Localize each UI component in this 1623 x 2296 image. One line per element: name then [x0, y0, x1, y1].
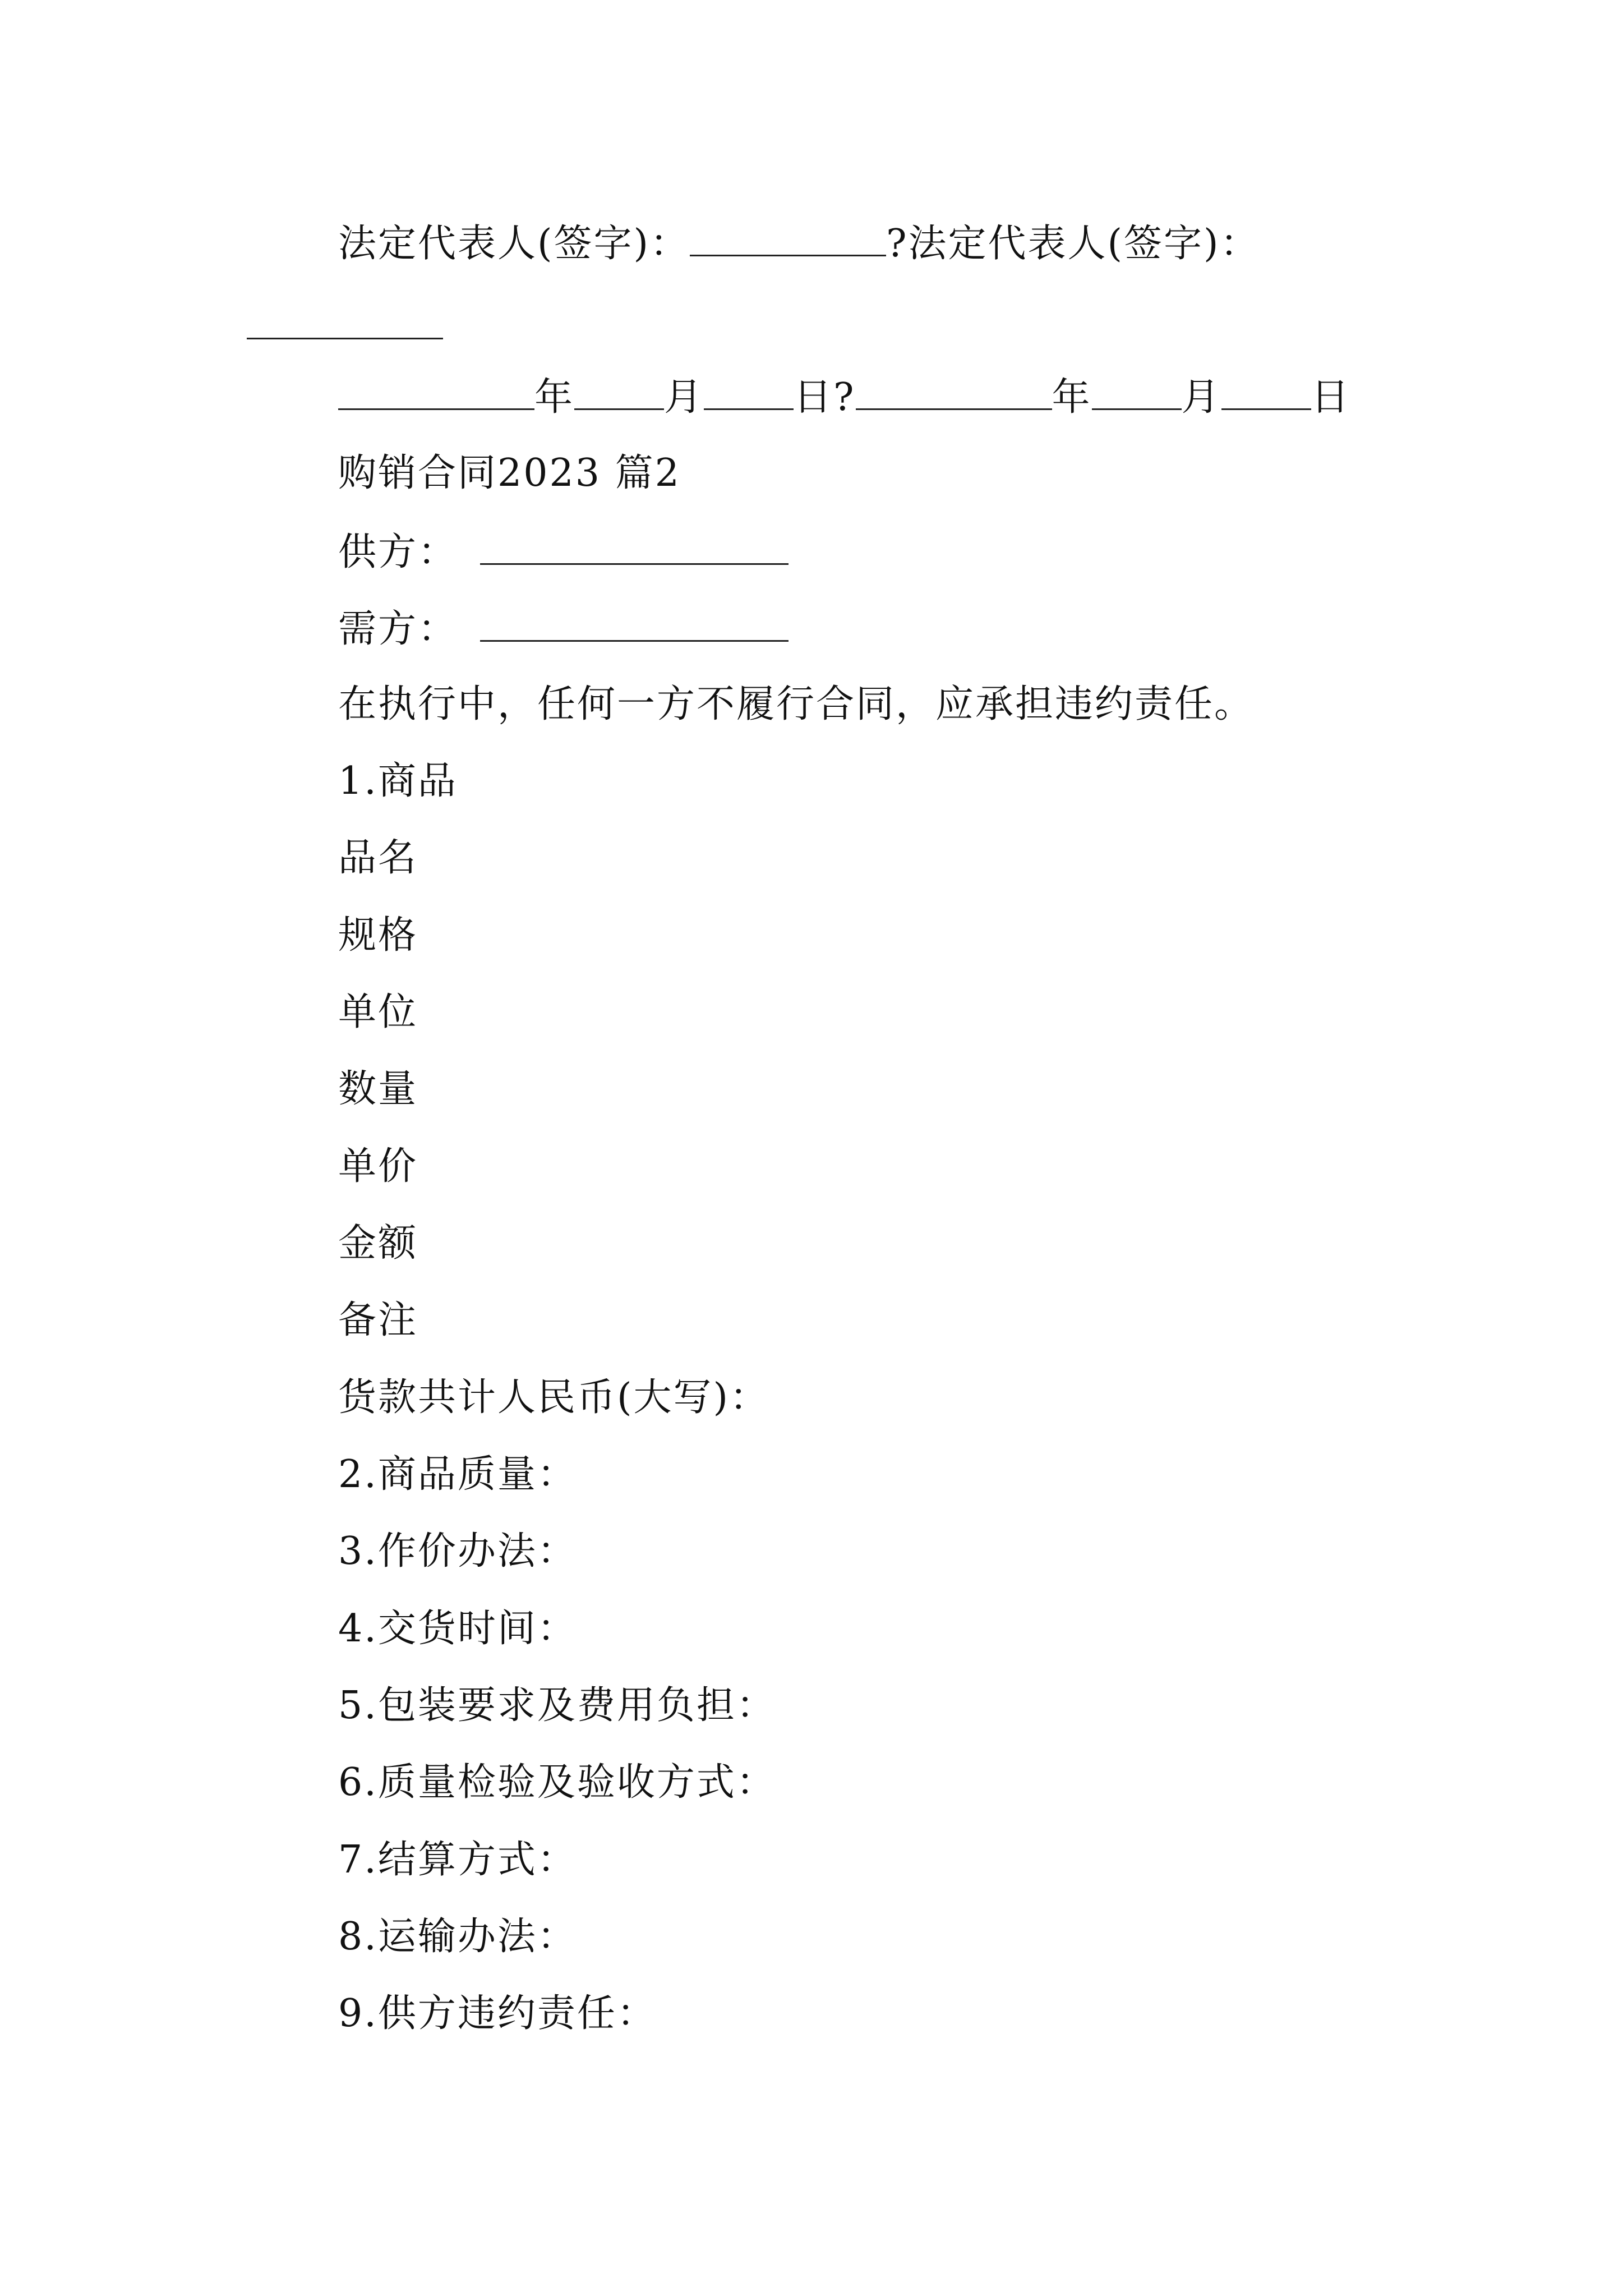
- list-item: 货款共计人民币(大写)：: [338, 1375, 770, 1420]
- right-month-label: 月: [1181, 375, 1221, 420]
- list-item: 数量: [338, 1067, 418, 1111]
- left-signature-blank[interactable]: [690, 223, 886, 256]
- list-item: 金额: [338, 1221, 418, 1266]
- left-year-label: 年: [534, 375, 575, 420]
- list-item: 4.交货时间：: [338, 1607, 577, 1651]
- list-item: 8.运输办法：: [338, 1915, 577, 1959]
- supplier-label: 供方：: [338, 530, 458, 574]
- right-year-blank[interactable]: [856, 377, 1052, 410]
- list-item: 备注: [338, 1298, 418, 1342]
- intro-sentence: 在执行中，任何一方不履行合同，应承担违约责任。: [338, 682, 1255, 726]
- buyer-blank[interactable]: [480, 609, 789, 642]
- section-title: 购销合同2023 篇2: [338, 451, 681, 495]
- list-item: 7.结算方式：: [338, 1838, 577, 1882]
- left-month-label: 月: [664, 375, 704, 420]
- left-day-blank[interactable]: [704, 377, 794, 410]
- signature-line: [338, 222, 1260, 266]
- supplier-blank[interactable]: [480, 532, 789, 565]
- list-item: 单价: [338, 1144, 418, 1189]
- list-item: 品名: [338, 836, 418, 880]
- buyer-line: [338, 607, 789, 651]
- list-item: 6.质量检验及验收方式：: [338, 1760, 776, 1805]
- right-signature-blank[interactable]: [247, 338, 443, 339]
- list-item: 5.包装要求及费用负担：: [338, 1683, 776, 1728]
- list-item: 1.商品: [338, 759, 458, 803]
- date-separator: ?: [833, 375, 856, 420]
- date-line: [338, 375, 1351, 420]
- right-year-label: 年: [1052, 375, 1092, 420]
- right-signature-label: 法定代表人(签字)：: [908, 222, 1260, 266]
- left-day-label: 日: [794, 375, 834, 420]
- list-item: 单位: [338, 990, 418, 1034]
- signature-separator: ?: [886, 222, 909, 266]
- list-item: 3.作价办法：: [338, 1529, 577, 1573]
- supplier-line: [338, 532, 789, 572]
- buyer-label: 需方：: [338, 607, 458, 651]
- list-item: 2.商品质量：: [338, 1452, 577, 1497]
- left-signature-label: 法定代表人(签字)：: [338, 222, 690, 266]
- right-day-label: 日: [1311, 375, 1351, 420]
- list-item: 9.供方违约责任：: [338, 1991, 657, 2036]
- right-day-blank[interactable]: [1221, 377, 1311, 410]
- right-month-blank[interactable]: [1092, 377, 1182, 410]
- list-item: 规格: [338, 913, 418, 958]
- left-month-blank[interactable]: [574, 377, 664, 410]
- left-year-blank[interactable]: [338, 377, 534, 410]
